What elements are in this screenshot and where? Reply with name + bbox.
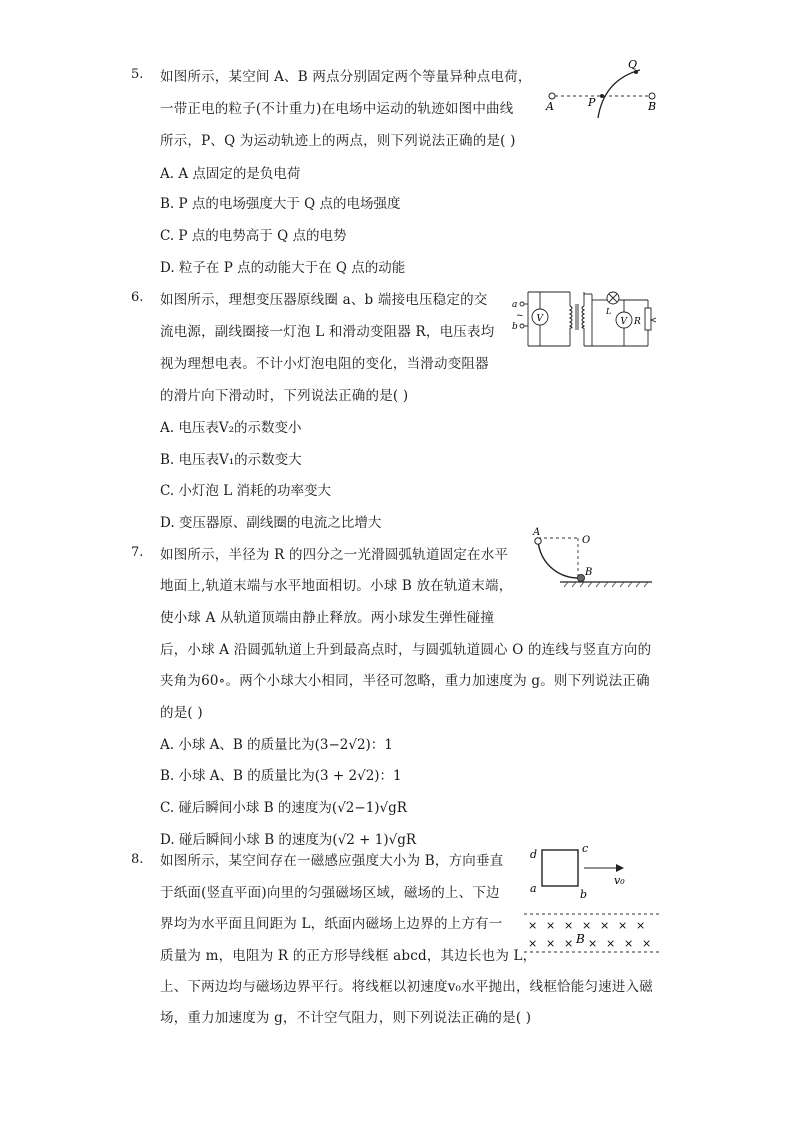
question-5-number: 5. xyxy=(131,67,144,82)
question-8-figure xyxy=(520,840,665,955)
label-a: A xyxy=(533,527,541,538)
question-8-line-6: 场，重力加速度为 g，不计空气阻力，则下列说法正确的是( ) xyxy=(160,1010,532,1026)
question-5-line-3: 所示，P、Q 为运动轨迹上的两点，则下列说法正确的是( ) xyxy=(160,133,516,149)
velocity-arrow-head xyxy=(616,864,624,872)
v2-label: V xyxy=(620,317,627,327)
question-6-circuit-figure xyxy=(508,284,658,354)
label-a: a xyxy=(530,882,537,895)
terminal-b-label: b xyxy=(512,322,518,332)
question-5-figure xyxy=(540,58,670,118)
question-8-line-1: 如图所示，某空间存在一磁感应强度大小为 B，方向垂直 xyxy=(160,853,504,869)
label-o: O xyxy=(582,535,591,546)
svg-text:×: × xyxy=(528,919,538,932)
question-5-option-b: B. P 点的电场强度大于 Q 点的电场强度 xyxy=(160,196,401,212)
primary-coil xyxy=(570,306,572,328)
trajectory-curve xyxy=(598,70,640,118)
label-a: A xyxy=(546,100,554,113)
question-6-number: 6. xyxy=(131,290,144,305)
label-d: d xyxy=(530,848,538,861)
question-6-option-d: D. 变压器原、副线圈的电流之比增大 xyxy=(160,515,382,531)
ball-b xyxy=(577,574,584,581)
question-6-option-c: C. 小灯泡 L 消耗的功率变大 xyxy=(160,483,331,499)
label-c: c xyxy=(582,842,589,855)
question-8-number: 8. xyxy=(131,852,144,867)
rheostat-label: R xyxy=(634,317,641,327)
secondary-coil xyxy=(582,306,584,328)
svg-text:×: × xyxy=(606,937,616,950)
question-7-line-6: 的是( ) xyxy=(160,705,203,721)
question-8-line-4: 质量为 m，电阻为 R 的正方形导线框 abcd，其边长也为 L， xyxy=(160,948,537,964)
v1-label: V xyxy=(536,314,543,324)
svg-text:×: × xyxy=(582,919,592,932)
svg-text:×: × xyxy=(636,919,646,932)
question-7-figure xyxy=(520,527,660,592)
arc-track xyxy=(538,538,578,578)
ball-a xyxy=(535,538,541,544)
svg-text:×: × xyxy=(588,937,598,950)
question-7-line-3: 使小球 A 从轨道顶端由静止释放。两小球发生弹性碰撞 xyxy=(160,610,495,626)
question-7-option-c: C. 碰后瞬间小球 B 的速度为(√2−1)√gR xyxy=(160,800,407,816)
question-7-line-2: 地面上,轨道末端与水平地面相切。小球 B 放在轨道末端， xyxy=(160,578,513,594)
terminal-a-label: a xyxy=(512,300,518,310)
question-7-line-5: 夹角为60∘。两个小球大小相同，半径可忽略，重力加速度为 g。则下列说法正确 xyxy=(160,673,650,689)
label-p: P xyxy=(588,96,596,109)
question-6-line-1: 如图所示，理想变压器原线圈 a、b 端接电压稳定的交 xyxy=(160,292,488,308)
question-7-line-1: 如图所示，半径为 R 的四分之一光滑圆弧轨道固定在水平 xyxy=(160,547,509,563)
label-field-b: B xyxy=(576,932,585,946)
question-5-line-1: 如图所示，某空间 A、B 两点分别固定两个等量异种点电荷， xyxy=(160,69,532,85)
svg-text:×: × xyxy=(564,919,574,932)
question-6-line-2: 流电源，副线圈接一灯泡 L 和滑动变阻器 R，电压表均 xyxy=(160,324,495,340)
square-loop-abcd xyxy=(542,850,578,886)
svg-text:×: × xyxy=(618,919,628,932)
magnetic-field-crosses xyxy=(528,919,651,950)
question-7-option-a: A. 小球 A、B 的质量比为(3−2√2)：1 xyxy=(160,737,393,753)
svg-text:×: × xyxy=(564,937,574,950)
charge-a-dot xyxy=(549,93,555,99)
label-v0: v₀ xyxy=(614,874,625,887)
question-8-line-3: 界均为水平面且间距为 L，纸面内磁场上边界的上方有一 xyxy=(160,916,503,932)
question-7-option-b: B. 小球 A、B 的质量比为(3 + 2√2)：1 xyxy=(160,768,402,784)
ground-hatching xyxy=(564,582,648,587)
label-b: b xyxy=(580,888,588,901)
svg-text:×: × xyxy=(546,919,556,932)
point-p xyxy=(600,94,604,98)
question-7-number: 7. xyxy=(131,545,144,560)
question-6-line-4: 的滑片向下滑动时，下列说法正确的是( ) xyxy=(160,388,409,404)
charge-b-dot xyxy=(649,93,655,99)
question-6-option-b: B. 电压表V₁的示数变大 xyxy=(160,452,302,468)
question-5-line-2: 一带正电的粒子(不计重力)在电场中运动的轨迹如图中曲线 xyxy=(160,101,514,117)
svg-text:×: × xyxy=(528,937,538,950)
svg-text:×: × xyxy=(600,919,610,932)
question-6-line-3: 视为理想电表。不计小灯泡电阻的变化，当滑动变阻器 xyxy=(160,356,489,372)
question-6-option-a: A. 电压表V₂的示数变小 xyxy=(160,420,302,436)
rheostat-r xyxy=(645,308,651,330)
lamp-l-label: L xyxy=(606,307,612,316)
svg-text:×: × xyxy=(624,937,634,950)
label-b: B xyxy=(648,100,657,113)
label-b: B xyxy=(585,567,593,578)
svg-text:×: × xyxy=(546,937,556,950)
svg-text:×: × xyxy=(642,937,652,950)
question-7-line-4: 后，小球 A 沿圆弧轨道上升到最高点时，与圆弧轨道圆心 O 的连线与竖直方向的 xyxy=(160,642,652,658)
question-7-option-d: D. 碰后瞬间小球 B 的速度为(√2 + 1)√gR xyxy=(160,832,417,848)
ac-source-symbol: ~ xyxy=(516,311,524,321)
question-8-line-5: 上、下两边均与磁场边界平行。将线框以初速度v₀水平抛出，线框恰能匀速进入磁 xyxy=(160,979,653,995)
question-5-option-d: D. 粒子在 P 点的动能大于在 Q 点的动能 xyxy=(160,260,406,276)
question-8-line-2: 于纸面(竖直平面)向里的匀强磁场区域，磁场的上、下边 xyxy=(160,885,500,901)
question-5-option-c: C. P 点的电势高于 Q 点的电势 xyxy=(160,228,347,244)
question-5-option-a: A. A 点固定的是负电荷 xyxy=(160,166,301,182)
label-q: Q xyxy=(628,58,638,71)
